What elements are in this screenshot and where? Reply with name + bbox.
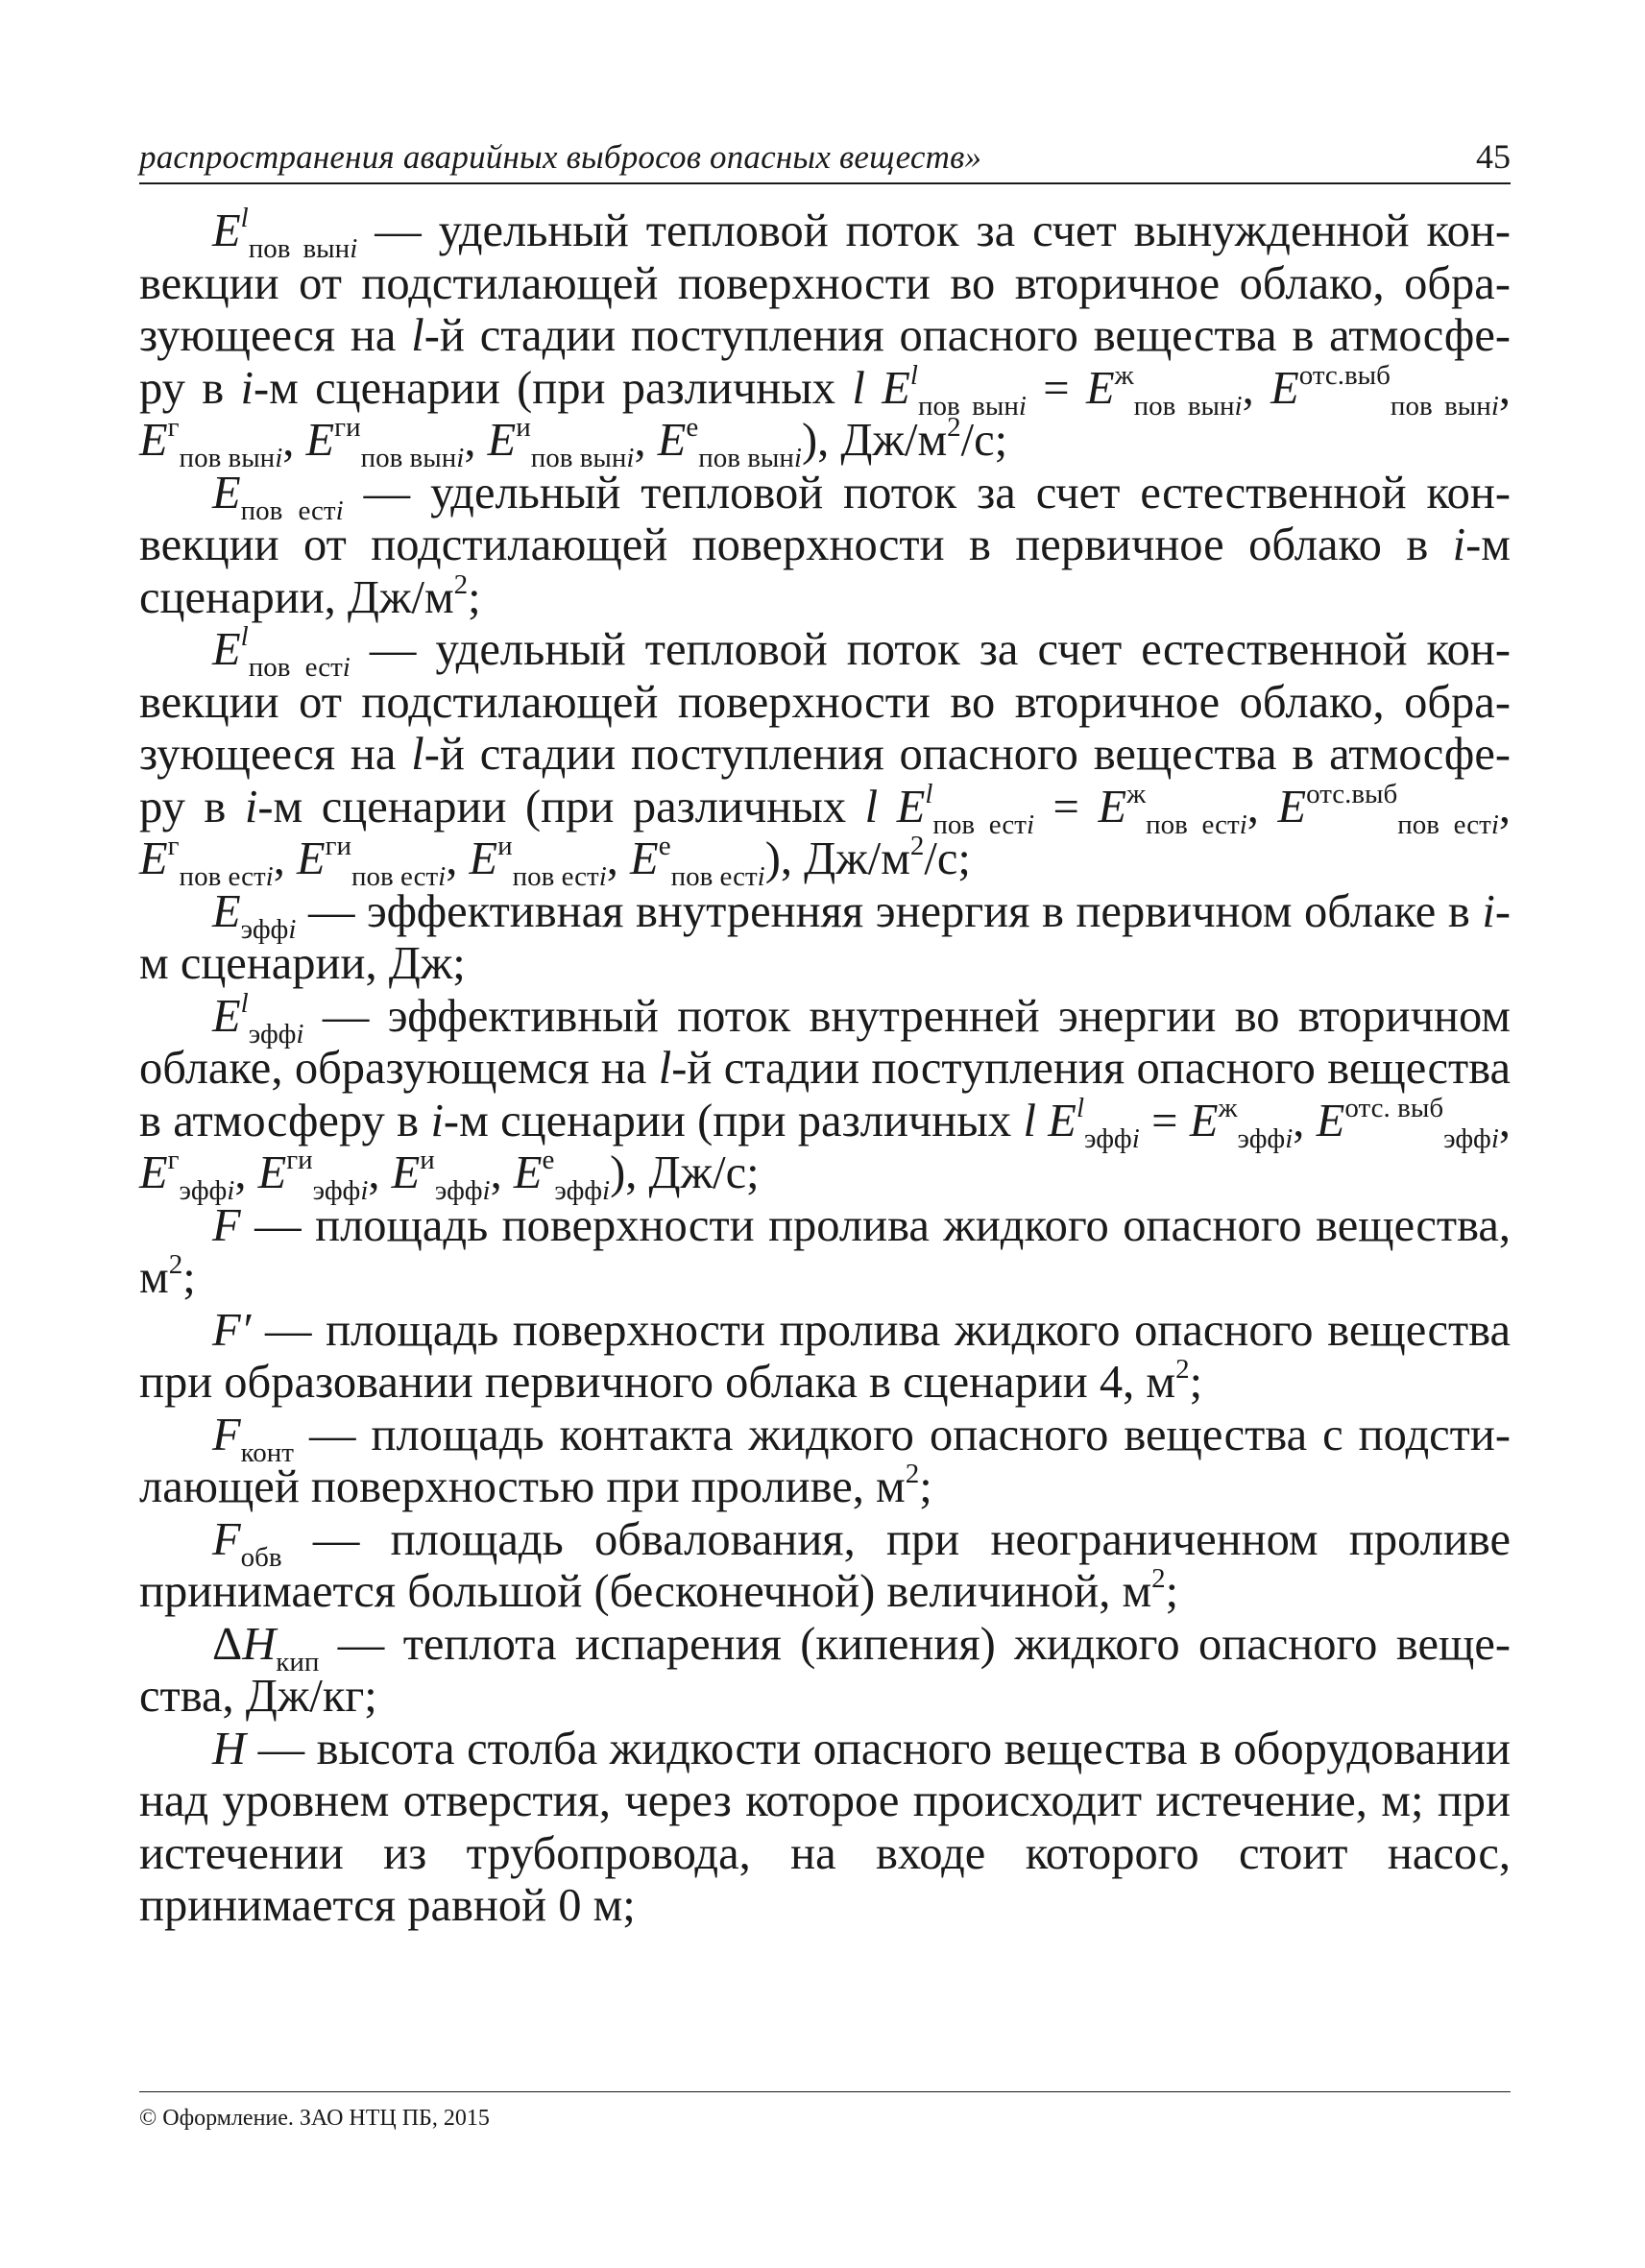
definition-f-obv: $F_{обв}$ — площадь обвалования, при неограниченном проливе принимается большой (бесконечной) величиной, $м^2$; xyxy=(139,1513,1511,1617)
page-number: 45 xyxy=(1476,137,1511,176)
definition-f-kont: $F_{конт}$ — площадь контакта жидкого опасного вещества с подстилающей поверхностью при проливе, $м^2$; xyxy=(139,1409,1511,1512)
symbol: F′ xyxy=(212,1304,252,1356)
symbol: E xyxy=(212,205,241,256)
subscript: эффi xyxy=(240,913,297,945)
subscript: пов вынi xyxy=(248,233,358,264)
definition-h: H — высота столба жидкости опасного вещества в оборудовании над уровнем отверстия, через которое происходит истечение, м; при истечении из трубопровода, на входе которого стоит насос, принимается равной 0 м; xyxy=(139,1723,1511,1931)
definition-e-pov-vyn: $E^l_{пов вынi}$ — удельный тепловой поток за счет вынужденной конвекции от подстилающей поверхности во вторичное облако, образующееся на l-й стадии поступления опасного вещества в атмосферу в i-м сценарии (при различных l $E^l_{пов вынi} = E^ж_{пов вынi}$, $E^{отс.выб}_{пов вынi}$, $E^г_{пов вынi}$, $E^{ги}_{пов вынi}$, $E^и_{пов вынi}$, $E^е_{пов вынi}$), $Дж/м^2/с$; xyxy=(139,203,1511,473)
definition-e-pov-est-l: $E^l_{пов естi}$ — удельный тепловой поток за счет естественной конвекции от подстилающей поверхности во вторичное облако, образующееся на l-й стадии поступления опасного вещества в атмосферу в i-м сценарии (при различных l $E^l_{пов естi} = E^ж_{пов естi}$, $E^{отс.выб}_{пов естi}$, $E^г_{пов естi}$, $E^{ги}_{пов естi}$, $E^и_{пов естi}$, $E^е_{пов естi}$), $Дж/м^2/с$; xyxy=(139,621,1511,892)
running-title: распространения аварийных выбросов опасных веществ» xyxy=(139,138,982,176)
symbol: E xyxy=(212,467,241,519)
superscript: l xyxy=(240,987,249,1019)
definition-e-eff: $E_{эффi}$ — эффективная внутренняя энергия в первичном облаке в i-м сценарии, Дж; xyxy=(139,885,1511,989)
definition-e-eff-l: $E^l_{эффi}$ — эффективный поток внутренней энергии во вторичном облаке, образующемся на l-й стадии поступления опасного вещества в атмосферу в i-м сценарии (при различных l $E^l_{эффi} = E^ж_{эффi}$, $E^{отс. выб}_{эффi}$, $E^г_{эффi}$, $E^{ги}_{эффi}$, $E^и_{эффi}$, $E^е_{эффi}$), Дж/с; xyxy=(139,987,1511,1206)
subscript: кип xyxy=(276,1646,320,1677)
symbol: F xyxy=(212,1199,241,1251)
symbol: H xyxy=(212,1723,247,1774)
symbol: E xyxy=(212,885,241,937)
symbol: F xyxy=(212,1409,241,1460)
symbol: ΔH xyxy=(212,1618,277,1670)
definition-dh-kip: $\Delta H_{кип}$ — теплота испарения (кипения) жидкого опасного вещества, Дж/кг; xyxy=(139,1618,1511,1722)
subscript: пов естi xyxy=(240,495,344,526)
definitions-list xyxy=(139,205,1511,1933)
copyright-text: © Оформление. ЗАО НТЦ ПБ, 2015 xyxy=(139,2106,490,2131)
symbol: F xyxy=(212,1513,241,1565)
definition-e-pov-est: $E_{пов естi}$ — удельный тепловой поток за счет естественной конвекции от подстилающей поверхности в первичное облако в i-м сценарии, $Дж/м^2$; xyxy=(139,467,1511,623)
subscript: обв xyxy=(240,1541,282,1573)
subscript: конт xyxy=(240,1436,294,1468)
superscript: l xyxy=(240,203,249,233)
subscript: эффi xyxy=(248,1018,304,1050)
definition-f: F — площадь поверхности пролива жидкого опасного вещества, $м^2$; xyxy=(139,1199,1511,1303)
page-header xyxy=(139,133,1511,184)
page-footer xyxy=(139,2091,1511,2132)
symbol: E xyxy=(212,624,241,675)
superscript: l xyxy=(240,621,249,652)
symbol: E xyxy=(212,990,241,1042)
definition-f-prime: F′ — площадь поверхности пролива жидкого опасного вещества при образовании первичного облака в сценарии 4, $м^2$; xyxy=(139,1304,1511,1408)
subscript: пов естi xyxy=(248,652,351,683)
